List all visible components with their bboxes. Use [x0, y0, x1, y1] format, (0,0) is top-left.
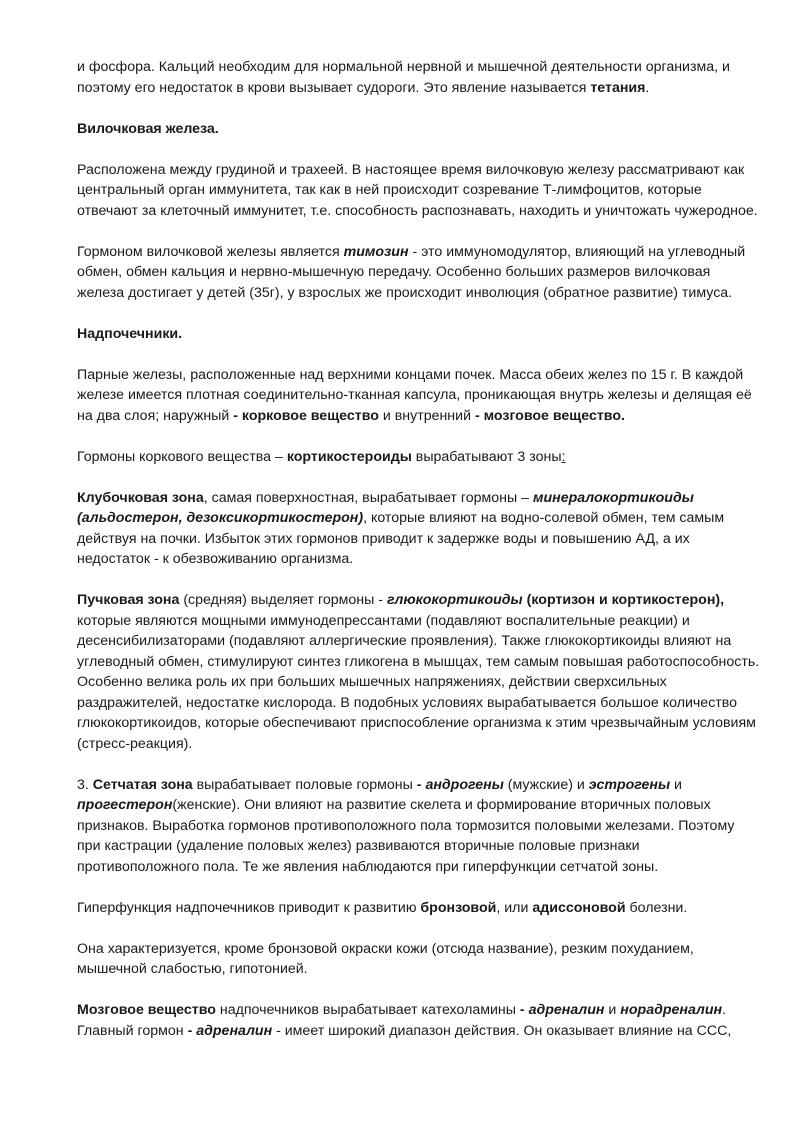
paragraph-fascicular-zone: Пучковая зона (средняя) выделяет гормоны - глюкокортикоиды (кортизон и кортикостерон), которые являются мощными иммунодепрессантами (подавляют воспалительные реакции) и десенсибилизаторами (подавляют аллергические проявления). Также глюкокортикоиды влияют на углеводный обмен, стимулируют синтез гликогена в мышцах, тем самым повышая работоспособность. Особенно велика роль их при больших мышечных напряжениях, действии сверхсильных раздражителей, недостатке кислорода. В подобных условиях вырабатывается большое количество глюкокортикоидов, которые обеспечивают приспособление организма к этим чрезвычайным условиям (стресс-реакция).	[77, 592, 760, 752]
paragraph-glomerular-zone: Клубочковая зона, самая поверхностная, вырабатывает гормоны – минералокортикоиды (альдостерон, дезоксикортикостерон), которые влияют на водно-солевой обмен, тем самым действуя на почки. Избыток этих гормонов приводит к задержке воды и повышению АД, а их недостаток - к обезвоживанию организма.	[77, 489, 725, 567]
term-addison: адиссоновой	[532, 899, 626, 916]
term-mineralocorticoids: минералокортикоиды (альдостерон, дезоксикортикостерон)	[77, 489, 694, 526]
paragraph-medulla: Мозговое вещество надпочечников вырабатывает катехоламины - адреналин и норадреналин. Главный гормон - адреналин - имеет широкий диапазон действия. Он оказывает влияние на ССС,	[77, 1002, 732, 1039]
term-adrenaline-main: - адреналин	[187, 1022, 273, 1039]
term-thymosin: тимозин	[343, 243, 409, 260]
term-corticosteroids: кортикостероиды	[286, 448, 412, 465]
term-bronze: бронзовой	[420, 899, 497, 916]
term-cortisone: (кортизон и кортикостерон),	[526, 592, 725, 608]
term-medulla-substance: Мозговое вещество	[77, 1002, 216, 1018]
paragraph-reticular-zone: 3. Сетчатая зона вырабатывает половые гормоны - андрогены (мужские) и эстрогены и прогестерон(женские). Они влияют на развитие скелета и формирование вторичных половых признаков. Выработка гормонов противоположного пола тормозится половыми железами. Поэтому при кастрации (удаление половых желез) развиваются вторичные половые признаки противоположного пола. Те же явления наблюдаются при гиперфункции сетчатой зоны.	[77, 776, 735, 875]
paragraph-symptoms: Она характеризуется, кроме бронзовой окраски кожи (отсюда название), резким похуданием, мышечной слабостью, гипотонией.	[77, 940, 694, 977]
term-estrogens: эстрогены	[588, 776, 671, 793]
heading-thymus: Вилочковая железа.	[77, 120, 219, 137]
heading-adrenal: Надпочечники.	[77, 325, 183, 342]
term-progesterone: прогестерон	[77, 797, 173, 813]
term-adrenaline: - адреналин	[519, 1002, 605, 1018]
term-glucocorticoids: глюкокортикоиды	[386, 592, 523, 608]
term-glomerular-zone: Клубочковая зона	[77, 489, 204, 506]
paragraph-thymus-location: Расположена между грудиной и трахеей. В настоящее время вилочковую железу рассматривают как центральный орган иммунитета, так как в ней происходит созревание Т-лимфоцитов, которые отвечают за клеточный иммунитет, т.е. способность распознавать, находить и уничтожать чужеродное.	[77, 161, 758, 219]
paragraph-cortex-hormones: Гормоны коркового вещества – кортикостероиды вырабатывают 3 зоны:	[77, 448, 566, 465]
paragraph-adrenal-structure: Парные железы, расположенные над верхними концами почек. Масса обеих желез по 15 г. В каждой железе имеется плотная соединительно-тканная капсула, проникающая внутрь железы и делящая её на два слоя; наружный - корковое вещество и внутренний - мозговое вещество.	[77, 366, 752, 424]
term-fascicular-zone: Пучковая зона	[77, 592, 180, 608]
paragraph-calcium: и фосфора. Кальций необходим для нормальной нервной и мышечной деятельности организма, и поэтому его недостаток в крови вызывает судороги. Это явление называется тетания.	[77, 59, 730, 96]
term-reticular-zone: Сетчатая зона	[92, 776, 193, 793]
term-cortex: - корковое вещество	[233, 407, 379, 424]
term-medulla: - мозговое вещество.	[474, 407, 625, 424]
term-noradrenaline: норадреналин	[620, 1002, 723, 1018]
term-androgens: - андрогены	[416, 776, 504, 793]
term-tetany: тетания	[590, 79, 646, 96]
paragraph-hyperfunction: Гиперфункция надпочечников приводит к развитию бронзовой, или адиссоновой болезни.	[77, 899, 688, 916]
paragraph-thymus-hormone: Гормоном вилочковой железы является тимозин - это иммуномодулятор, влияющий на углеводный обмен, обмен кальция и нервно-мышечную передачу. Особенно больших размеров вилочковая железа достигает у детей (35г), у взрослых же происходит инволюция (обратное развитие) тимуса.	[77, 243, 746, 301]
